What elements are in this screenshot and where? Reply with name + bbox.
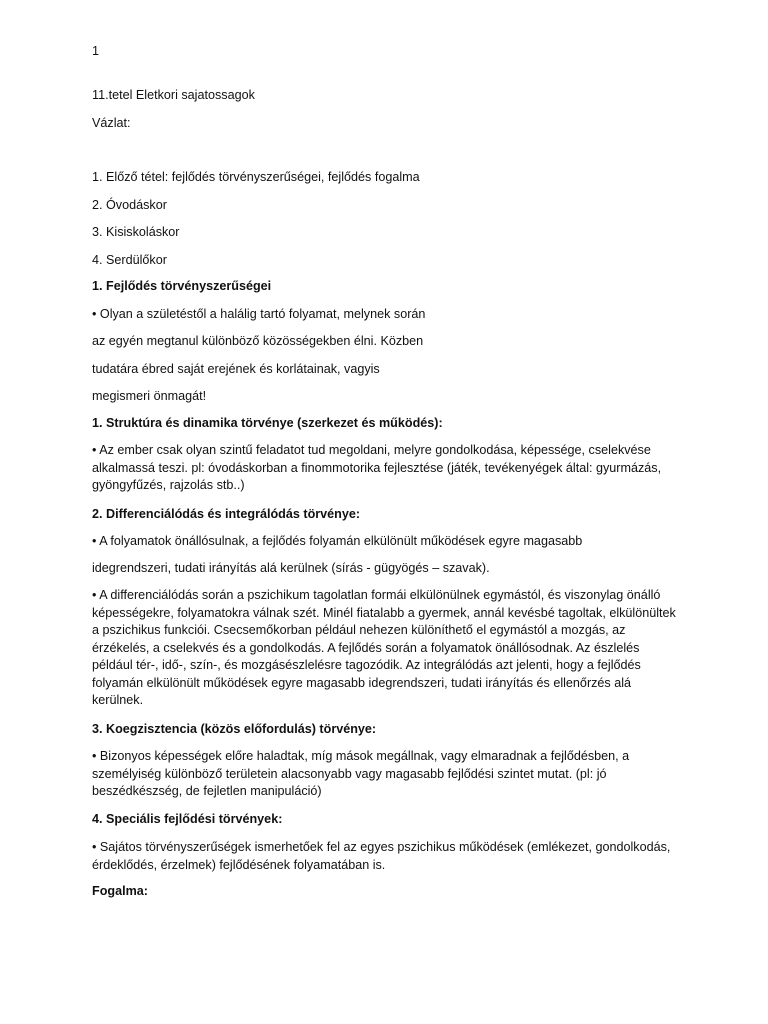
outline-label: Vázlat:: [92, 116, 131, 130]
law-paragraph: • A differenciálódás során a pszichikum tagolatlan formái elkülönülnek egymástól, és viszonylag önálló képességekre, folyamatokra válnak szét. Minél fiatalabb a gyermek, annál kevésbé tagoltak, elkülönültek a pszichikus funkciói. Csecsemőkorban például nehezen különíthető el egymástól a mozgás, az érzékelés, a cselekvés és a gondolkodás. A fejlődés során a folyamatok önállósodnak. Az észlelés például tér-, idő-, szín-, és mozgásészlelésre tagozódik. Az integrálódás azt jelenti, hogy a fejlődés folyamán elkülönült működések egyre magasabb idegrendszeri, tudati irányítás és ellenőrzés alá kerülnek.: [92, 588, 676, 707]
section-text-line: tudatára ébred saját erejének és korlátainak, vagyis: [92, 362, 380, 376]
law-heading: 4. Speciális fejlődési törvények:: [92, 812, 283, 826]
outline-item: 3. Kisiskoláskor: [92, 225, 180, 239]
outline-item: 2. Óvodáskor: [92, 198, 167, 212]
section-heading: Fogalma:: [92, 884, 148, 898]
section-text-line: megismeri önmagát!: [92, 389, 207, 403]
law-paragraph: • Sajátos törvényszerűségek ismerhetőek fel az egyes pszichikus működések (emlékezet, gondolkodás, érdeklődés, érzelmek) fejlődésének folyamatában is.: [92, 840, 671, 872]
page-number: 1: [92, 44, 100, 58]
law-heading: 3. Koegzisztencia (közös előfordulás) törvénye:: [92, 722, 377, 736]
section-heading: 1. Fejlődés törvényszerűségei: [92, 279, 272, 293]
law-paragraph: • Az ember csak olyan szintű feladatot tud megoldani, melyre gondolkodása, képessége, cselekvése alkalmassá teszi. pl: óvodáskorban a finommotorika fejlesztése (játék, tevékenyégek által: gyurmázás, gyöngyfűzés, rajzolás stb..): [92, 443, 662, 492]
law-text-line: • A folyamatok önállósulnak, a fejlődés folyamán elkülönült működések egyre magasabb: [92, 534, 583, 548]
law-paragraph: • Bizonyos képességek előre haladtak, míg mások megállnak, vagy elmaradnak a fejlődésben, a személyiség különböző területein alacsonyabb vagy magasabb fejlődési szintet mutat. (pl: jó beszédkészség, de fejletlen manipuláció): [92, 749, 630, 798]
law-heading: 1. Struktúra és dinamika törvénye (szerkezet és működés):: [92, 416, 443, 430]
outline-item: 1. Előző tétel: fejlődés törvényszerűségei, fejlődés fogalma: [92, 170, 420, 184]
section-text-line: az egyén megtanul különböző közösségekben élni. Közben: [92, 334, 424, 348]
outline-item: 4. Serdülőkor: [92, 253, 167, 267]
law-heading: 2. Differenciálódás és integrálódás törvénye:: [92, 507, 361, 521]
document-title: 11.tetel Eletkori sajatossagok: [92, 88, 255, 102]
section-text-line: • Olyan a születéstől a halálig tartó folyamat, melynek során: [92, 307, 426, 321]
law-text-line: idegrendszeri, tudati irányítás alá kerülnek (sírás - gügyögés – szavak).: [92, 561, 490, 575]
